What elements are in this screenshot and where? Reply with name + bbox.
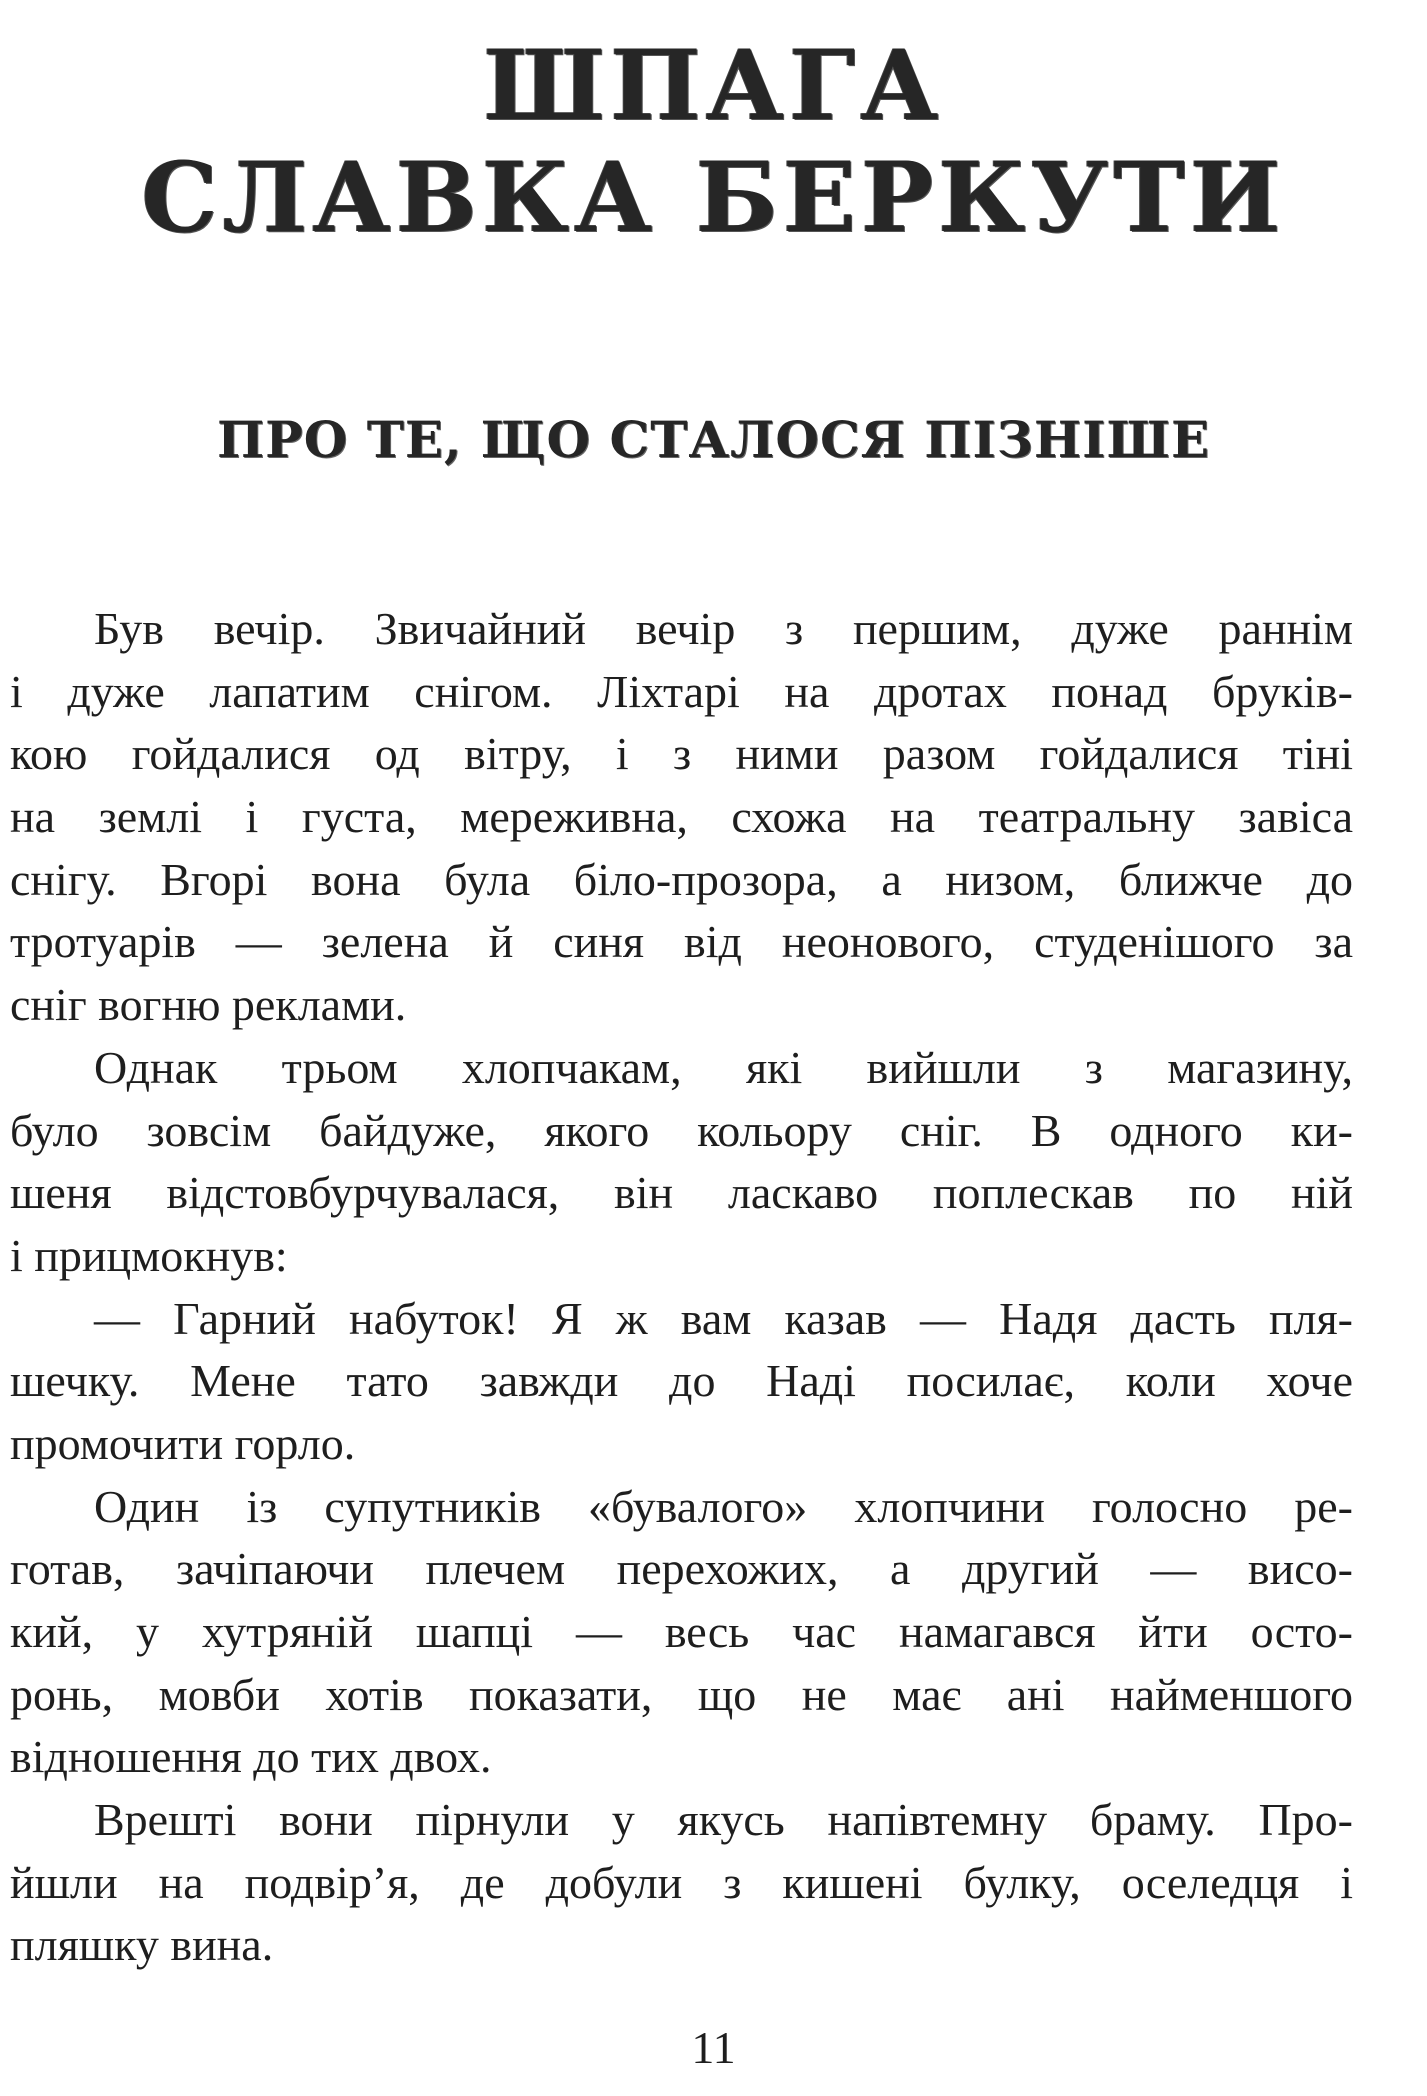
- paragraph-4-line-2: готав, зачіпаючи плечем перехожих, а другий — висо-: [10, 1543, 1353, 1595]
- paragraph-5-line-1: Врешті вони пірнули у якусь напівтемну браму. Про-: [94, 1794, 1353, 1846]
- paragraph-2-line-2: було зовсім байдуже, якого кольору сніг. В одного ки-: [10, 1104, 1353, 1156]
- paragraph-3-line-1: — Гарний набуток! Я ж вам казав — Надя дасть пля-: [94, 1292, 1353, 1344]
- paragraph-2-line-4: і прицмокнув:: [10, 1229, 288, 1281]
- book-title-line-2: СЛАВКА БЕРКУТИ: [141, 141, 1286, 254]
- paragraph-1-line-5: снігу. Вгорі вона була біло-прозора, а низом, ближче до: [10, 853, 1353, 905]
- paragraph-1-line-3: кою гойдалися од вітру, і з ними разом гойдалися тіні: [10, 728, 1353, 780]
- paragraph-1-line-7: сніг вогню реклами.: [10, 979, 407, 1031]
- paragraph-1-line-1: Був вечір. Звичайний вечір з першим, дуже раннім: [94, 603, 1353, 654]
- paragraph-5-line-2: йшли на подвір’я, де добули з кишені булку, оселедця і: [10, 1856, 1353, 1908]
- book-title: [0, 30, 1427, 254]
- paragraph-4-line-1: Один із супутників «бувалого» хлопчини голосно ре-: [94, 1480, 1353, 1532]
- page-number: 11: [691, 2022, 736, 2073]
- body-text: [10, 598, 1353, 1977]
- paragraph-3-line-3: промочити горло.: [10, 1417, 356, 1469]
- paragraph-1-line-2: і дуже лапатим снігом. Ліхтарі на дротах понад бруків-: [10, 665, 1353, 717]
- paragraph-1-line-4: на землі і густа, мереживна, схожа на театральну завіса: [10, 791, 1353, 843]
- paragraph-4-line-5: відношення до тих двох.: [10, 1731, 492, 1783]
- paragraph-5-line-3: пляшку вина.: [10, 1919, 274, 1971]
- paragraph-2-line-1: Однак трьом хлопчакам, які вийшли з магазину,: [94, 1041, 1353, 1093]
- paragraph-4-line-3: кий, у хутряній шапці — весь час намагався йти осто-: [10, 1606, 1353, 1657]
- paragraph-3-line-2: шечку. Мене тато завжди до Наді посилає, коли хоче: [10, 1355, 1353, 1407]
- paragraph-4-line-4: ронь, мовби хотів показати, що не має ані найменшого: [10, 1668, 1353, 1720]
- paragraph-1-line-6: тротуарів — зелена й синя від неонового, студенішого за: [10, 916, 1353, 968]
- chapter-title: ПРО ТЕ, ЩО СТАЛОСЯ ПІЗНІШЕ: [216, 410, 1211, 469]
- paragraph-2-line-3: шеня відстовбурчувалася, він ласкаво поплескав по ній: [10, 1167, 1353, 1219]
- book-title-line-1: ШПАГА: [483, 29, 944, 142]
